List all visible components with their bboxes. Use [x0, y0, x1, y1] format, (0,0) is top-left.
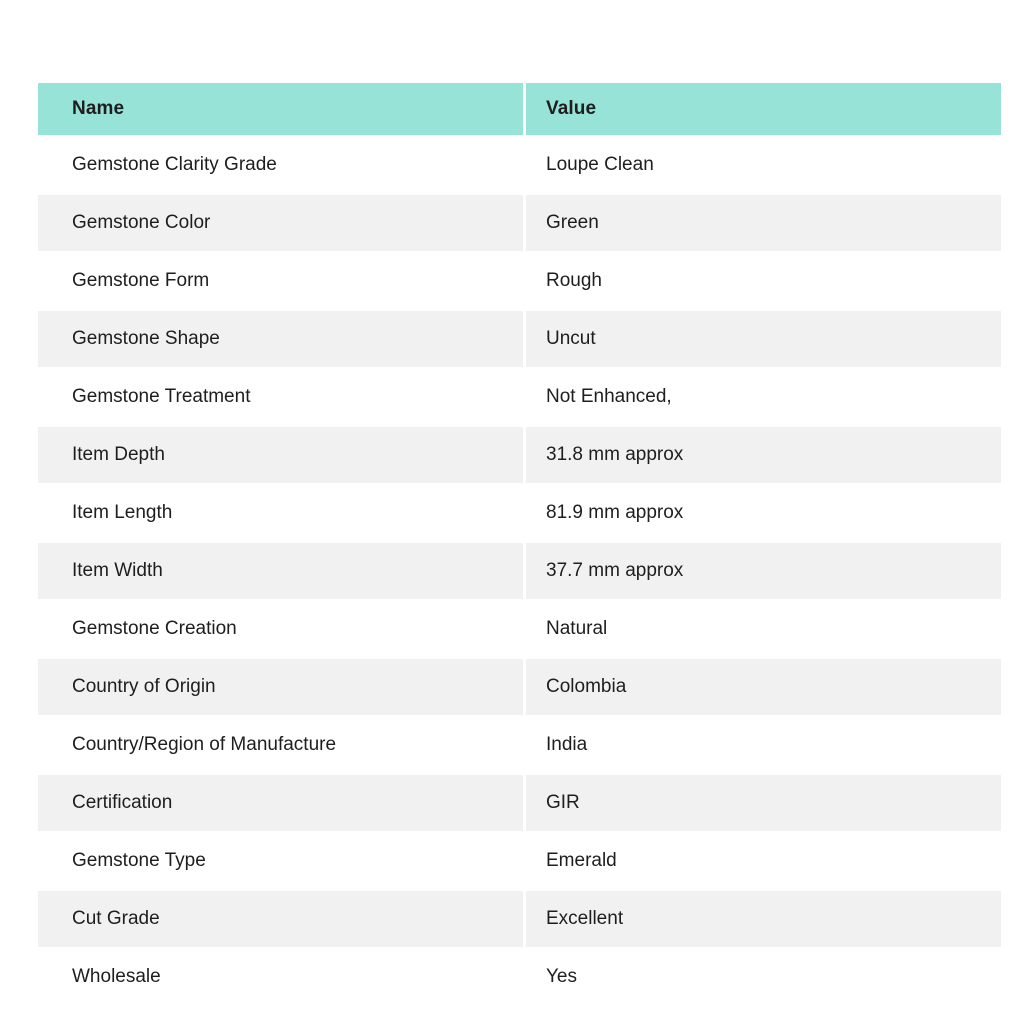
spec-name-cell: Cut Grade: [38, 891, 523, 947]
column-header-value: Value: [526, 83, 1001, 135]
spec-name-cell: Item Width: [38, 543, 523, 599]
spec-value-cell: 81.9 mm approx: [526, 485, 1001, 541]
spec-name-cell: Item Length: [38, 485, 523, 541]
table-row: [38, 195, 1001, 251]
table-row: [38, 717, 1001, 773]
spec-value-cell: 37.7 mm approx: [526, 543, 1001, 599]
spec-name-cell: Gemstone Type: [38, 833, 523, 889]
table-row: [38, 891, 1001, 947]
table-row: [38, 253, 1001, 309]
spec-value-cell: Natural: [526, 601, 1001, 657]
table-row: [38, 543, 1001, 599]
spec-value-cell: GIR: [526, 775, 1001, 831]
spec-value-cell: India: [526, 717, 1001, 773]
spec-value-cell: Rough: [526, 253, 1001, 309]
spec-name-cell: Wholesale: [38, 949, 523, 1005]
spec-name-cell: Country/Region of Manufacture: [38, 717, 523, 773]
table-row: [38, 659, 1001, 715]
item-specifics-table: [35, 81, 1004, 1007]
spec-value-cell: Colombia: [526, 659, 1001, 715]
spec-value-cell: Not Enhanced,: [526, 369, 1001, 425]
table-row: [38, 775, 1001, 831]
spec-name-cell: Country of Origin: [38, 659, 523, 715]
table-header-row: [38, 83, 1001, 135]
table-row: [38, 601, 1001, 657]
spec-value-cell: Yes: [526, 949, 1001, 1005]
table-row: [38, 833, 1001, 889]
table-row: [38, 427, 1001, 483]
spec-name-cell: Item Depth: [38, 427, 523, 483]
spec-value-cell: Excellent: [526, 891, 1001, 947]
item-specifics-table-container: [35, 81, 1004, 1007]
spec-value-cell: Loupe Clean: [526, 137, 1001, 193]
column-header-name: Name: [38, 83, 523, 135]
spec-name-cell: Gemstone Creation: [38, 601, 523, 657]
spec-name-cell: Gemstone Form: [38, 253, 523, 309]
table-row: [38, 369, 1001, 425]
spec-value-cell: Green: [526, 195, 1001, 251]
table-row: [38, 311, 1001, 367]
spec-table-body: [38, 137, 1001, 1005]
spec-name-cell: Certification: [38, 775, 523, 831]
table-row: [38, 485, 1001, 541]
spec-name-cell: Gemstone Clarity Grade: [38, 137, 523, 193]
table-row: [38, 949, 1001, 1005]
table-row: [38, 137, 1001, 193]
spec-name-cell: Gemstone Shape: [38, 311, 523, 367]
spec-name-cell: Gemstone Treatment: [38, 369, 523, 425]
spec-name-cell: Gemstone Color: [38, 195, 523, 251]
spec-value-cell: Emerald: [526, 833, 1001, 889]
spec-value-cell: 31.8 mm approx: [526, 427, 1001, 483]
spec-value-cell: Uncut: [526, 311, 1001, 367]
